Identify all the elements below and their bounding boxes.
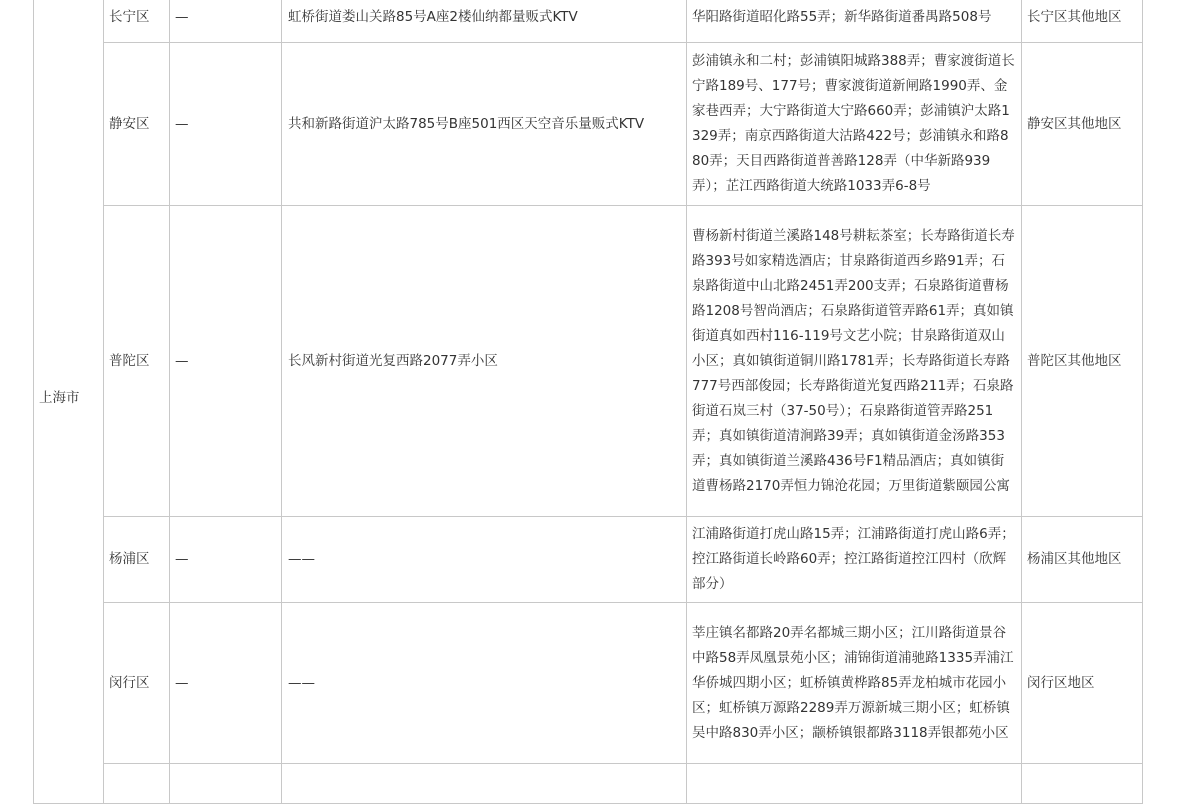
table-row — [34, 764, 1143, 804]
district-cell: 普陀区 — [104, 206, 170, 517]
low-risk-cell: 闵行区地区 — [1022, 603, 1143, 764]
district-cell: 长宁区 — [104, 0, 170, 43]
level-cell: — — [170, 517, 282, 603]
low-risk-cell: 杨浦区其他地区 — [1022, 517, 1143, 603]
table-row — [34, 0, 1143, 43]
medium-risk-cell: 曹杨新村街道兰溪路148号耕耘茶室；长寿路街道长寿路393号如家精选酒店；甘泉路街道西乡路91弄；石泉路街道中山北路2451弄200支弄；石泉路街道曹杨路1208号智尚酒店；石泉路街道管弄路61弄；真如镇街道真如西村116-119号文艺小院；甘泉路街道双山小区；真如镇街道铜川路1781弄；长寿路街道长寿路777号西部俊园；长寿路街道光复西路211弄；石泉路街道石岚三村（37-50号）；石泉路街道管弄路251弄；真如镇街道清涧路39弄；真如镇街道金汤路353弄；真如镇街道兰溪路436号F1精品酒店；真如镇街道曹杨路2170弄恒力锦沧花园；万里街道紫颐园公寓 — [687, 206, 1022, 517]
low-risk-cell: 长宁区其他地区 — [1022, 0, 1143, 43]
medium-risk-cell: 莘庄镇名都路20弄名都城三期小区；江川路街道景谷中路58弄凤凰景苑小区；浦锦街道浦驰路1335弄浦江华侨城四期小区；虹桥镇黄桦路85弄龙柏城市花园小区；虹桥镇万源路2289弄万源新城三期小区；虹桥镇吴中路830弄小区；颛桥镇银都路3118弄银都苑小区 — [687, 603, 1022, 764]
city-cell: 上海市 — [34, 0, 104, 804]
level-cell: — — [170, 0, 282, 43]
low-risk-cell: 静安区其他地区 — [1022, 43, 1143, 206]
high-risk-cell: 虹桥街道娄山关路85号A座2楼仙纳都量贩式KTV — [282, 0, 687, 43]
high-risk-cell: 共和新路街道沪太路785号B座501西区天空音乐量贩式KTV — [282, 43, 687, 206]
high-risk-cell: 长风新村街道光复西路2077弄小区 — [282, 206, 687, 517]
high-risk-cell: —— — [282, 517, 687, 603]
level-cell: — — [170, 43, 282, 206]
low-risk-cell: 普陀区其他地区 — [1022, 206, 1143, 517]
table-row — [34, 43, 1143, 206]
district-cell: 闵行区 — [104, 603, 170, 764]
table-row — [34, 603, 1143, 764]
level-cell: — — [170, 603, 282, 764]
high-risk-cell — [282, 764, 687, 804]
district-cell: 静安区 — [104, 43, 170, 206]
medium-risk-cell: 江浦路街道打虎山路15弄；江浦路街道打虎山路6弄；控江路街道长岭路60弄；控江路街道控江四村（欣辉部分） — [687, 517, 1022, 603]
high-risk-cell: —— — [282, 603, 687, 764]
table-row — [34, 206, 1143, 517]
level-cell — [170, 764, 282, 804]
level-cell: — — [170, 206, 282, 517]
risk-area-table — [33, 0, 1143, 804]
medium-risk-cell: 彭浦镇永和二村；彭浦镇阳城路388弄；曹家渡街道长宁路189号、177号；曹家渡街道新闸路1990弄、金家巷西弄；大宁路街道大宁路660弄；彭浦镇沪太路1329弄；南京西路街道大沽路422号；彭浦镇永和路880弄；天目西路街道普善路128弄（中华新路939弄）；芷江西路街道大统路1033弄6-8号 — [687, 43, 1022, 206]
medium-risk-cell — [687, 764, 1022, 804]
medium-risk-cell: 华阳路街道昭化路55弄；新华路街道番禺路508号 — [687, 0, 1022, 43]
district-cell: 杨浦区 — [104, 517, 170, 603]
table-row — [34, 517, 1143, 603]
low-risk-cell — [1022, 764, 1143, 804]
district-cell — [104, 764, 170, 804]
